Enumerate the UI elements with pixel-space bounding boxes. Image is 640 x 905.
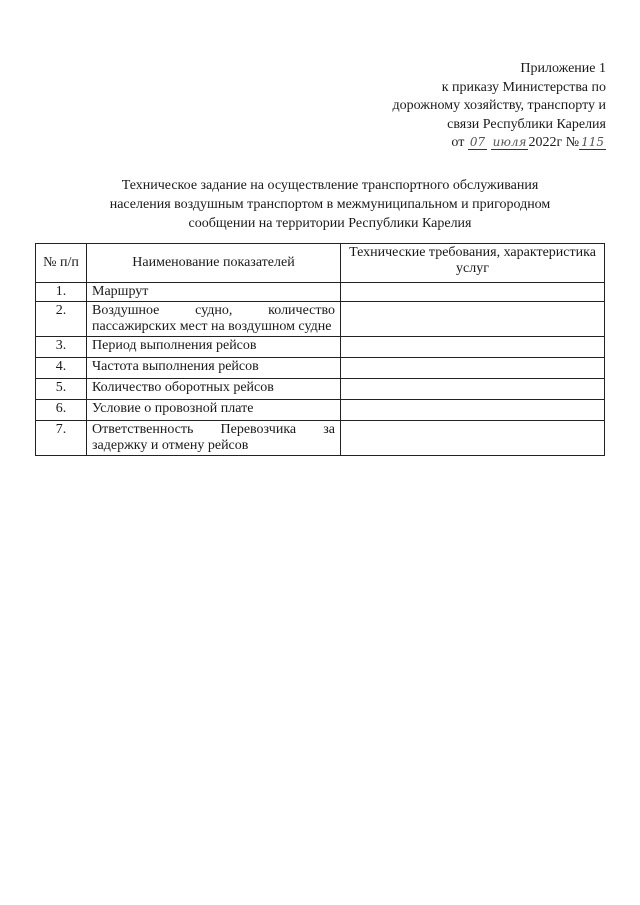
date-prefix: от [451, 135, 465, 150]
header-num: № п/п [36, 244, 87, 283]
row-num: 5. [36, 379, 87, 400]
table-row [36, 400, 605, 421]
appendix-order-line: к приказу Министерства по [441, 79, 606, 95]
row-name: Ответственность Перевозчика за задержку и отмену рейсов [87, 421, 341, 456]
table-row [36, 283, 605, 302]
table-row [36, 358, 605, 379]
row-name: Частота выполнения рейсов [87, 358, 341, 379]
title-line-1: Техническое задание на осуществление транспортного обслуживания [121, 178, 539, 193]
date-day-handwritten: 07 [469, 135, 486, 149]
table-row [36, 302, 605, 337]
table-row [36, 337, 605, 358]
row-name: Период выполнения рейсов [87, 337, 341, 358]
title-line-3: сообщении на территории Республики Карелия [188, 216, 472, 231]
appendix-title: Приложение 1 [520, 61, 606, 76]
specification-table [35, 243, 605, 456]
appendix-ministry-line: дорожному хозяйству, транспорту и [392, 98, 606, 113]
row-name: Количество оборотных рейсов [87, 379, 341, 400]
document-title [60, 176, 600, 233]
title-line-2: населения воздушным транспортом в межмуниципальном и пригородном [109, 197, 551, 212]
row-num: 7. [36, 421, 87, 456]
order-number-handwritten: 115 [581, 135, 604, 149]
table-row [36, 379, 605, 400]
header-name: Наименование показателей [87, 244, 341, 283]
row-name: Маршрут [87, 283, 341, 302]
row-num: 4. [36, 358, 87, 379]
table-header-row [36, 244, 605, 283]
row-value [341, 421, 605, 456]
row-value [341, 400, 605, 421]
row-num: 3. [36, 337, 87, 358]
row-num: 1. [36, 283, 87, 302]
row-name: Воздушное судно, количество пассажирских мест на воздушном судне [87, 302, 341, 337]
row-num: 2. [36, 302, 87, 337]
header-requirements: Технические требования, характеристика услуг [341, 244, 605, 283]
row-value [341, 302, 605, 337]
row-value [341, 337, 605, 358]
table-row [36, 421, 605, 456]
row-value [341, 358, 605, 379]
date-month-handwritten: июля [492, 135, 527, 149]
row-name: Условие о провозной плате [87, 400, 341, 421]
row-value [341, 379, 605, 400]
number-prefix: № [565, 135, 580, 150]
row-value [341, 283, 605, 302]
date-year: 2022г [528, 135, 563, 150]
appendix-date-line [393, 134, 606, 153]
appendix-republic-line: связи Республики Карелия [447, 116, 606, 132]
appendix-header [393, 60, 606, 153]
row-num: 6. [36, 400, 87, 421]
